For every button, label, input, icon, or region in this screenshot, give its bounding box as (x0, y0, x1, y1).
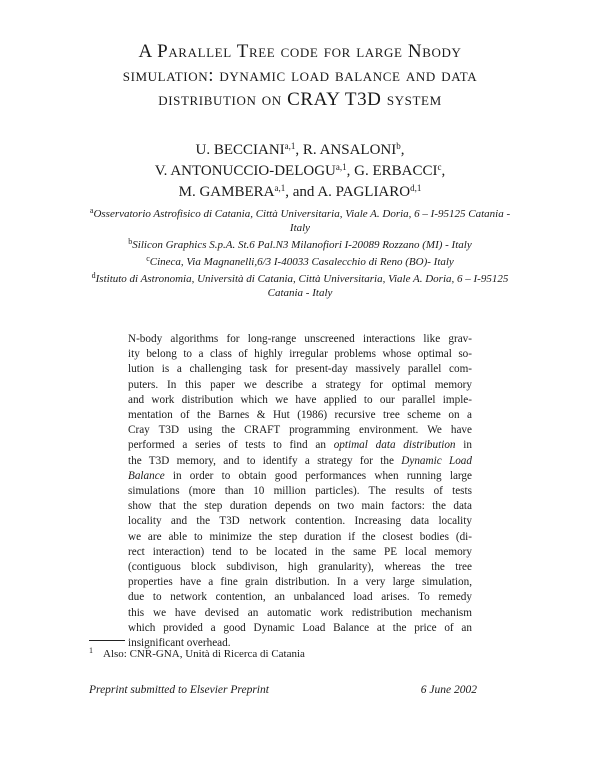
abstract-line: locality and the T3D network contention. Increasing data locality (128, 515, 472, 528)
abstract-line: insignificant overhead. (128, 637, 231, 650)
abstract-line: mentation of the Barnes & Hut (1986) recursive tree scheme on a (128, 409, 472, 422)
abstract-line: performed a series of tests to find an optimal data distribution in (128, 439, 473, 452)
affiliation: $^d$Istituto di Astronomia, Università di Catania, Città Universitaria, Viale A. Doria, 6 – I-95125 Catania - Italy (91, 271, 509, 299)
author-list (60, 140, 540, 203)
footnote-rule (89, 640, 125, 641)
abstract-line: simulations (more than 10 million particles). The results of tests (128, 485, 472, 498)
abstract-text (128, 332, 472, 651)
abstract-line: show that the step duration depends on two main factors: the data (128, 500, 472, 513)
abstract-line: this we have devised an automatic work redistribution mechanism (128, 606, 472, 619)
abstract-line: which provided a good Dynamic Load Balance at the price of an (128, 621, 472, 634)
affiliation: $^b$Silicon Graphics S.p.A. St.6 Pal.N3 Milanofiori I-20089 Rozzano (MI) - Italy (128, 237, 472, 251)
title-line: simulation: dynamic load balance and data (122, 65, 478, 86)
footnote: $^1$ Also: CNR-GNA, Unità di Ricerca di Catania (89, 646, 305, 660)
title-line: A Parallel Tree code for large Nbody (138, 41, 462, 62)
author-line: M. GAMBERA$^{a,1}$, and A. PAGLIARO$^{d,1}$ (178, 183, 422, 200)
abstract-line: ity belong to a class of highly irregular problems whose optimal so- (128, 348, 472, 361)
abstract-line: rect interaction) tend to be located in the same PE local memory (128, 545, 472, 558)
abstract-line: and work distribution which we have applied to our parallel imple- (128, 393, 472, 406)
abstract-line: puters. In this paper we describe a strategy for optimal memory (128, 378, 472, 391)
abstract-line: Balance in order to obtain good performances when running large (128, 469, 472, 482)
affiliation-list (86, 207, 514, 303)
abstract-line: due to network contention, an unbalanced load arises. To remedy (128, 591, 472, 604)
abstract-line: N-body algorithms for long-range unscreened interactions like grav- (128, 333, 472, 345)
affiliation: $^c$Cineca, Via Magnanelli,6/3 I-40033 Casalecchio di Reno (BO)- Italy (146, 254, 454, 268)
preprint-note: Preprint submitted to Elsevier Preprint (89, 684, 269, 696)
abstract-line: Cray T3D using the CRAFT programming environment. We have (128, 424, 472, 437)
preprint-date: 6 June 2002 (420, 684, 477, 696)
title-line: distribution on CRAY T3D system (158, 89, 442, 110)
abstract-line: the T3D memory, and to identify a strategy for the Dynamic Load (128, 454, 472, 467)
author-line: U. BECCIANI$^{a,1}$, R. ANSALONI$^b$, (195, 141, 405, 158)
affiliation: $^a$Osservatorio Astrofisico di Catania, Città Universitaria, Viale A. Doria, 6 – I-95125 Catania - Italy (89, 206, 511, 234)
paper-title (60, 40, 540, 112)
abstract-line: properties have a fine grain distribution. In a very large simulation, (128, 576, 472, 589)
author-line: V. ANTONUCCIO-DELOGU$^{a,1}$, G. ERBACCI$^c$, (154, 162, 446, 179)
abstract-line: we are able to minimize the step duration if the closest bodies (di- (128, 530, 472, 543)
abstract-line: (contiguous block subdivison, high granularity), whereas the tree (128, 561, 472, 574)
abstract-line: lution is a challenging task for present-day massively parallel com- (128, 363, 472, 376)
